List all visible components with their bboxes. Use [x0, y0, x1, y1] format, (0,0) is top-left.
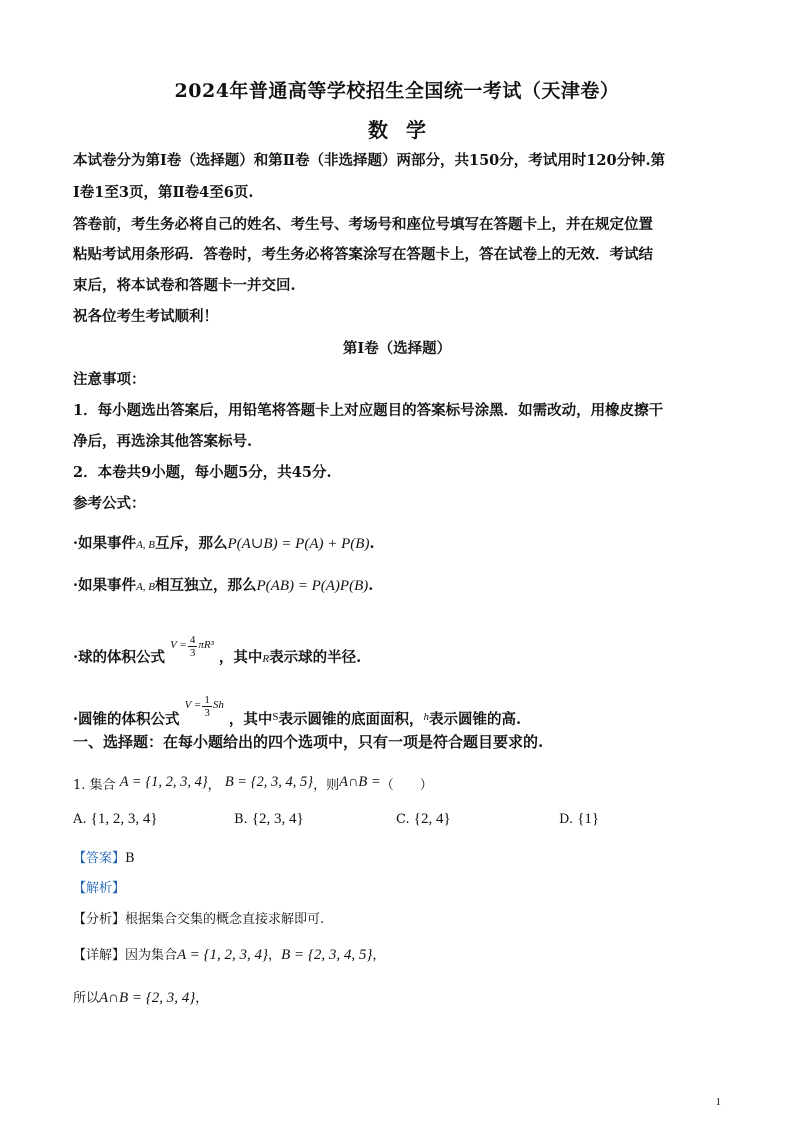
option-b-value: {2, 3, 4}	[251, 811, 304, 827]
detail-line	[73, 944, 723, 967]
formula-4-fraction	[202, 694, 212, 719]
detail-end: ，	[372, 948, 386, 963]
formula-3-text-b: ，其中	[218, 649, 263, 666]
option-c-label: C.	[396, 812, 410, 827]
detail-set-b: B = {2, 3, 4, 5}	[281, 947, 373, 963]
note-1a: 1．每小题选出答案后，用铅笔将答题卡上对应题目的答案标号涂黑．如需改动，用橡皮擦干	[73, 402, 664, 419]
formula-2	[73, 575, 723, 598]
answer-line	[73, 848, 723, 870]
question-1-stem	[73, 771, 723, 797]
formula-4	[73, 688, 723, 737]
formula-1-text-b: 互斥，那么	[155, 535, 228, 552]
note-1b: 净后，再选涂其他答案标号.	[73, 433, 253, 450]
formula-2-vars: A, B	[136, 581, 156, 593]
detail-tag: 【详解】	[73, 948, 126, 963]
formula-3-text-c: 表示球的半径.	[269, 649, 362, 666]
intro-line-2: Ⅰ卷1至3页，第Ⅱ卷4至6页.	[73, 184, 254, 201]
section-heading: 第Ⅰ卷（选择题）	[342, 340, 452, 357]
question-1-expr: A∩B =	[339, 774, 381, 790]
page-number: 1	[715, 1096, 721, 1108]
formula-1-end: .	[369, 535, 375, 552]
formula-1-math: P(A∪B) = P(A) + P(B)	[227, 536, 370, 552]
answer-value: B	[125, 851, 135, 866]
formula-3-denominator: 3	[189, 647, 196, 659]
exam-title: 2024年普通高等学校招生全国统一考试（天津卷）	[174, 80, 620, 102]
question-1-paren: （ ）	[380, 778, 433, 793]
formula-3	[73, 628, 723, 676]
fenxi-tag: 【分析】	[73, 912, 126, 927]
formula-3-text-a: ·球的体积公式	[73, 649, 166, 666]
option-d	[559, 811, 599, 828]
formula-4-text-a: ·圆锥的体积公式	[73, 711, 180, 728]
formula-4-var-s: S	[272, 711, 279, 723]
formula-2-text-b: 相互独立，那么	[155, 577, 257, 594]
formula-3-var: R	[262, 653, 270, 665]
formula-2-text-a: ·如果事件	[73, 577, 137, 594]
intro-line-3: 答卷前，考生务必将自己的姓名、考生号、考场号和座位号填写在答题卡上，并在规定位置	[73, 216, 653, 233]
detail-comma: ，	[268, 948, 282, 963]
formula-4-lhs: V =	[184, 699, 202, 711]
conclusion-line	[73, 987, 723, 1010]
detail-set-a: A = {1, 2, 3, 4}	[177, 947, 269, 963]
analysis-tag: 【解析】	[73, 881, 126, 896]
option-a-label: A.	[73, 812, 87, 827]
fenxi-line	[73, 909, 723, 931]
option-c	[396, 811, 451, 828]
option-b-label: B.	[234, 812, 248, 827]
formula-4-text-d: 表示圆锥的高.	[429, 711, 522, 728]
option-a	[73, 811, 158, 828]
formula-3-numerator: 4	[189, 634, 196, 646]
formula-1	[73, 533, 723, 556]
conclusion-end: ，	[195, 991, 209, 1006]
notes-label: 注意事项：	[73, 371, 146, 388]
formula-1-vars: A, B	[136, 539, 156, 551]
option-d-label: D.	[559, 812, 574, 827]
conclusion-math: A∩B = {2, 3, 4}	[99, 990, 196, 1006]
formulas-label: 参考公式：	[73, 495, 146, 512]
part-1-heading: 一、选择题：在每小题给出的四个选项中，只有一项是符合题目要求的.	[73, 733, 544, 751]
formula-4-denominator: 3	[204, 707, 210, 719]
formula-3-lhs: V =	[170, 639, 187, 651]
intro-line-4: 粘贴考试用条形码．答卷时，考生务必将答案涂写在答题卡上，答在试卷上的无效．考试结	[73, 246, 653, 263]
intro-line-5: 束后，将本试卷和答题卡一并交回.	[73, 277, 296, 294]
detail-text: 因为集合	[125, 948, 178, 963]
question-1-stem-b: ，则	[313, 778, 340, 793]
option-b	[234, 811, 304, 828]
intro-line-1: 本试卷分为第Ⅰ卷（选择题）和第Ⅱ卷（非选择题）两部分，共150分，考试用时120分钟.第	[73, 152, 666, 169]
answer-tag: 【答案】	[73, 851, 126, 866]
question-1-set-b: B = {2, 3, 4, 5}	[224, 774, 314, 790]
intro-line-6: 祝各位考生考试顺利！	[73, 308, 218, 325]
fenxi-text: 根据集合交集的概念直接求解即可.	[125, 912, 325, 927]
formula-1-text-a: ·如果事件	[73, 535, 137, 552]
formula-2-end: .	[368, 577, 374, 594]
question-1-stem-a: 1. 集合	[73, 778, 116, 793]
subject-heading: 数学	[368, 118, 444, 142]
formula-2-math: P(AB) = P(A)P(B)	[256, 578, 369, 594]
question-1-set-a: A = {1, 2, 3, 4}	[119, 774, 208, 790]
option-c-value: {2, 4}	[413, 811, 451, 827]
formula-3-rhs: πR³	[198, 639, 214, 651]
analysis-line	[73, 878, 723, 900]
formula-3-fraction	[188, 634, 198, 659]
formula-4-numerator: 1	[204, 694, 210, 706]
question-1-comma: ，	[207, 778, 221, 793]
formula-4-var-h: h	[423, 711, 430, 723]
option-d-value: {1}	[577, 811, 600, 827]
option-a-value: {1, 2, 3, 4}	[90, 811, 158, 827]
formula-4-text-c: 表示圆锥的底面面积，	[278, 711, 424, 728]
formula-4-rhs: Sh	[212, 699, 224, 711]
conclusion-text: 所以	[73, 991, 100, 1006]
note-2: 2．本卷共9小题，每小题5分，共45分.	[73, 464, 332, 481]
formula-4-text-b: ，其中	[228, 711, 273, 728]
